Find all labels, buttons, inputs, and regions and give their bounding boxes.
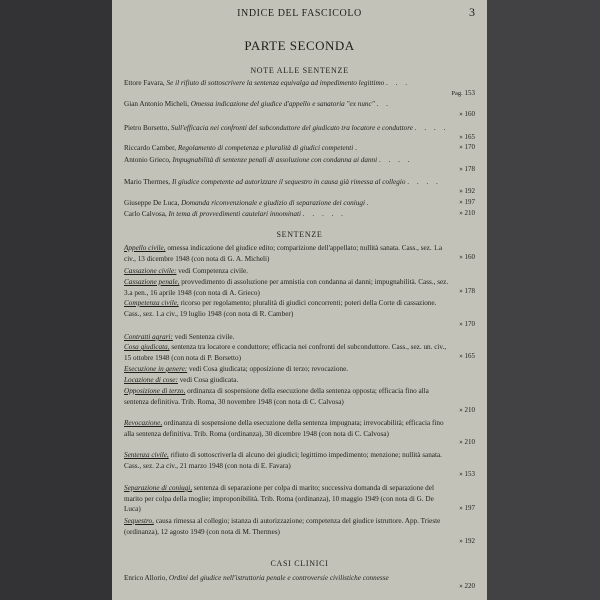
note-entry: Carlo Calvosa, In tema di provvedimenti cautelari innominati . . . . . — [124, 210, 346, 218]
ruling-entry: Separazione di coniugi, sentenza di separazione per colpa di marito; successiva domanda di separazione del marito per colpa della moglie; improponibilità. Trib. Roma (ordinanza), 10 maggio 1949 (con nota di G. De Luca) — [124, 484, 434, 513]
page-ref: » 178 — [459, 165, 475, 173]
page-number: 3 — [469, 5, 475, 19]
page-ref: » 210 — [459, 406, 475, 414]
note-entry: Antonio Grieco, Impugnabilità di sentenze penali di assoluzione con condanna ai danni . . . . — [124, 156, 413, 164]
ruling-entry: Locazione di cose: vedi Cosa giudicata. — [124, 376, 239, 384]
ruling-entry: Esecuzione in genere: vedi Cosa giudicata; opposizione di terzo; revocazione. — [124, 365, 349, 373]
ruling-entry: Sequestro, causa rimessa al collegio; istanza di autorizzazione; competenza del giudice istruttore. App. Trieste (ordinanza), 12 agosto 1949 (con nota di M. Thermes) — [124, 517, 441, 536]
ruling-entry: Revocazione, ordinanza di sospensione della esecuzione della sentenza impugnata; irrevocabilità; efficacia fino alla sentenza definitiva. Trib. Roma (ordinanza), 30 dicembre 1948 (con nota di C. Calvosa) — [124, 419, 444, 438]
ruling-entry: Contratti agrari: vedi Sentenza civile. — [124, 333, 235, 341]
note-entry: Riccardo Camber, Regolamento di competenza e pluralità di giudici competenti . — [124, 144, 360, 152]
page-ref: » 210 — [459, 209, 475, 217]
section-heading-notes: NOTE ALLE SENTENZE — [250, 66, 349, 75]
case-entry: Enrico Allorio, Ordini del giudice nell'istruttoria penale e controversie civilistiche connesse — [124, 574, 389, 582]
page-ref: » 170 — [459, 320, 475, 328]
page-ref: » 210 — [459, 438, 475, 446]
page-ref: » 153 — [459, 470, 475, 478]
page-ref: » 170 — [459, 143, 475, 151]
page-ref: » 192 — [459, 537, 475, 545]
note-entry: Gian Antonio Micheli, Omessa indicazione del giudice d'appello e sanatoria "ex nunc" . . — [124, 100, 391, 108]
ruling-entry: Opposizione di terzo, ordinanza di sospensione della esecuzione della sentenza opposta; efficacia fino alla sentenza definitiva. Trib. Roma, 30 novembre 1948 (con nota di C. Calvosa) — [124, 387, 429, 406]
note-entry: Mario Thermes, Il giudice competente ad autorizzare il sequestro in causa già rimessa al collegio . . . . — [124, 178, 441, 186]
section-heading-casi: CASI CLINICI — [270, 559, 329, 568]
page-ref: » 197 — [459, 504, 475, 512]
scan-background-right — [487, 0, 600, 600]
ruling-entry: Cassazione penale, provvedimento di assoluzione per amnistia con condanna ai danni; impugnabilità. Cass., sez. 3.a pen., 16 aprile 1948 (con nota di A. Grieco) — [124, 278, 449, 297]
ruling-entry: Cassazione civile: vedi Competenza civile. — [124, 267, 248, 275]
page-ref: » 160 — [459, 253, 475, 261]
ruling-entry: Sentenza civile, rifiuto di sottoscriverla di alcuno dei giudici; legittimo impedimento; menzione; nullità sanata. Cass., sez. 2.a civ., 21 marzo 1948 (con nota di E. Favara) — [124, 451, 442, 470]
section-heading-sentenze: SENTENZE — [276, 230, 323, 239]
page-ref: » 165 — [459, 133, 475, 141]
note-entry: Ettore Favara, Se il rifiuto di sottoscrivere la sentenza equivalga ad impedimento legittimo . . . — [124, 79, 411, 87]
book-page — [112, 0, 487, 600]
page-ref: Pag. 153 — [451, 89, 475, 97]
part-title: PARTE SECONDA — [244, 38, 355, 53]
note-entry: Giuseppe De Luca, Domanda riconvenzionale e giudizio di separazione dei coniugi . — [124, 199, 372, 207]
ruling-entry: Cosa giudicata, sentenza tra locatore e conduttore; efficacia nei confronti del subconduttore. Cass., sez. un. civ., 15 ottobre 1948 (con nota di P. Borsetto) — [124, 343, 447, 362]
page-ref: » 197 — [459, 198, 475, 206]
page-ref: » 165 — [459, 352, 475, 360]
running-header: INDICE DEL FASCICOLO — [237, 8, 362, 19]
page-ref: » 220 — [459, 582, 475, 590]
page-ref: » 192 — [459, 187, 475, 195]
page-ref: » 178 — [459, 287, 475, 295]
scan-background-left — [0, 0, 112, 600]
page-ref: » 160 — [459, 110, 475, 118]
note-entry: Pietro Borsetto, Sull'efficacia nei confronti del subconduttore del giudicato tra locatore e conduttore . . . . — [124, 124, 449, 132]
ruling-entry: Competenza civile, ricorso per regolamento; pluralità di giudici concorrenti; poteri della Corte di cassazione. Cass., sez. 1.a civ., 19 luglio 1948 (con nota di R. Camber) — [124, 299, 437, 318]
ruling-entry: Appello civile, omessa indicazione del giudice edito; comparizione dell'appellato; nullità sanata. Cass., sez. 1.a civ., 13 dicembre 1948 (con nota di G. A. Micheli) — [124, 244, 443, 263]
